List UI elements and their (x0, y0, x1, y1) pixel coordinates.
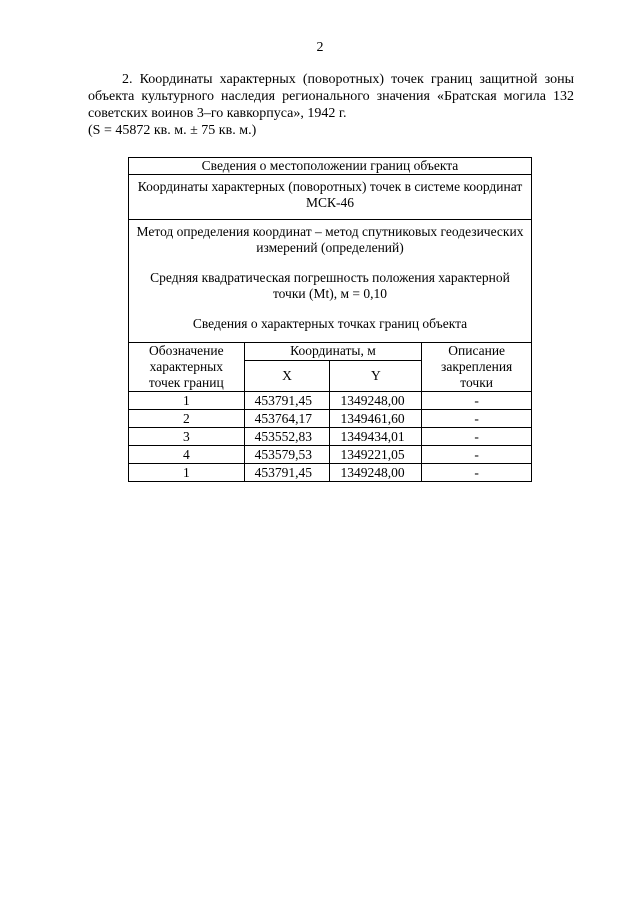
y-cell: 1349248,00 (330, 464, 422, 482)
x-cell: 453791,45 (244, 464, 330, 482)
desc-cell: - (422, 428, 532, 446)
table-row (129, 428, 532, 446)
points-heading: Сведения о характерных точках границ объекта (192, 316, 468, 331)
y-cell: 1349434,01 (330, 428, 422, 446)
x-cell: 453764,17 (244, 410, 330, 428)
table-row (129, 410, 532, 428)
intro-area: (S = 45872 кв. м. ± 75 кв. м.) (88, 123, 257, 138)
y-header: Y (330, 361, 422, 392)
y-cell: 1349248,00 (330, 392, 422, 410)
table-row (129, 392, 532, 410)
accuracy-text: Средняя квадратическая погрешность положения характерной точки (Mt), м = 0,10 (150, 270, 510, 301)
table-title: Сведения о местоположении границ объекта (129, 158, 532, 175)
point-cell: 1 (129, 464, 245, 482)
coordinates-table (128, 157, 532, 482)
table-row (129, 464, 532, 482)
x-cell: 453791,45 (244, 392, 330, 410)
point-cell: 2 (129, 410, 245, 428)
y-cell: 1349221,05 (330, 446, 422, 464)
designation-header: Обозначение характерных точек границ (129, 343, 245, 392)
desc-cell: - (422, 392, 532, 410)
desc-cell: - (422, 410, 532, 428)
point-cell: 3 (129, 428, 245, 446)
page-number: 2 (316, 40, 324, 55)
method-cell (129, 220, 532, 343)
y-cell: 1349461,60 (330, 410, 422, 428)
intro-paragraph (88, 71, 574, 139)
x-cell: 453552,83 (244, 428, 330, 446)
x-header: X (244, 361, 330, 392)
intro-text: 2. Координаты характерных (поворотных) точек границ защитной зоны объекта культурного наследия регионального значения «Братская могила 132 советских воинов 3–го кавкорпуса», 1942 г. (88, 72, 574, 121)
point-cell: 4 (129, 446, 245, 464)
desc-cell: - (422, 446, 532, 464)
desc-cell: - (422, 464, 532, 482)
coord-system-cell: Координаты характерных (поворотных) точек в системе координат МСК-46 (129, 175, 532, 220)
coords-header: Координаты, м (244, 343, 422, 361)
method-text: Метод определения координат – метод спутниковых геодезических измерений (определений) (136, 224, 524, 255)
point-cell: 1 (129, 392, 245, 410)
table-row (129, 446, 532, 464)
x-cell: 453579,53 (244, 446, 330, 464)
description-header: Описание закрепления точки (422, 343, 532, 392)
